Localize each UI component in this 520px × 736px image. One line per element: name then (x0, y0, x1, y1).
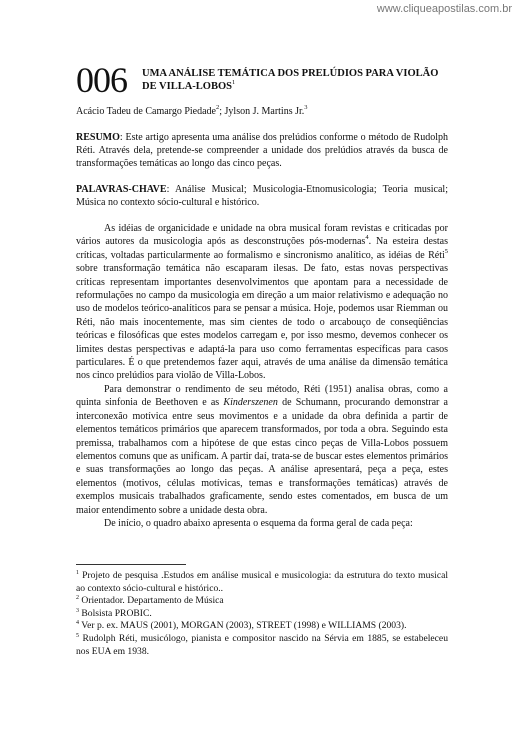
work-title: Kinderszenen (223, 397, 278, 409)
body-paragraph (76, 383, 448, 517)
paragraph-text: sobre transformação temática não escaparam ilesas. De fato, estas novas perspectivas críticas representam importantes desenvolvimentos que apontam para a necessidade de reformulações no campo da musicologia em direção a um maior relativismo e adequação no uso de modelos teórico-analíticos para se pensar a música. Hoje, podemos usar Riemman ou Réti, não mais inocentemente, mas sim cientes de todo o arcabouço de conseqüências teóricas e filosóficas que estes modelos carregam e, por isso mesmo, devemos conhecer os limites destas perspectivas e adaptá-la para uso como ferramentas específicas para casos particulares. É o que pretendemos fazer aqui, através de uma análise da dimensão temática nos cinco prelúdios para violão de Villa-Lobos. (76, 263, 448, 382)
abstract (76, 131, 448, 170)
footnote-number: 1 (76, 570, 79, 576)
paragraph-text: . Na esteira destas críticas, voltadas particularmente ao formalismo e sincronismo analítico, as idéias de Réti (76, 236, 448, 261)
paragraph-text: de Schumann, procurando demonstrar a interconexão motívica entre seus movimentos e a unidade da obra definida a partir de elementos temáticos primários que aparecem transformados, por toda a obra. Seguindo esta premissa, trabalhamos com a hipótese de que estas cinco peças de Villa-Lobos possuem elementos comuns que as unificam. A partir daí, trata-se de buscar estes elementos primários e suas transformações ao longo das peças. A análise apresentará, peça a peça, estes elementos (motivos, células motívicas, temas e transformações temáticas) através de exemplos musicais trabalhados graficamente, sendo estes comentados, em busca de um maior entendimento sobre a unidade desta obra. (76, 397, 448, 516)
keywords-label: PALAVRAS-CHAVE (76, 184, 167, 195)
footnote-item (76, 633, 448, 658)
footnote-text: Ver p. ex. MAUS (2001), MORGAN (2003), STREET (1998) e WILLIAMS (2003). (79, 620, 407, 632)
keywords (76, 183, 448, 209)
footnote-text: Orientador. Departamento de Música (79, 595, 224, 607)
author-separator: ; (219, 106, 225, 117)
article-header (76, 62, 448, 102)
footnote-number: 2 (76, 595, 79, 602)
footnote-ref-4[interactable]: 4 (365, 234, 369, 242)
footnote-number: 3 (76, 607, 79, 614)
abstract-label: RESUMO (76, 132, 120, 143)
author-name: Acácio Tadeu de Camargo Piedade (76, 106, 216, 117)
footnote-item (76, 595, 448, 608)
article-body (76, 222, 448, 530)
article-title (142, 67, 448, 93)
footnote-ref-3[interactable]: 3 (304, 104, 308, 111)
footnotes (76, 564, 448, 658)
footnote-item (76, 620, 448, 633)
footnote-text: Bolsista PROBIC. (79, 607, 152, 619)
site-watermark: www.cliqueapostilas.com.br (376, 3, 512, 15)
paragraph-text: Para demonstrar o rendimento de seu método, Réti (1951) analisa obras, como a quinta sinfonia de Beethoven e as (76, 383, 448, 409)
footnote-number: 5 (76, 632, 79, 639)
footnote-divider (76, 564, 186, 565)
author-name: Jylson J. Martins Jr. (224, 106, 305, 117)
footnote-text: Rudolph Réti, musicólogo, pianista e compositor nascido na Sérvia em 1885, se estabeleceu nos EUA em 1938. (76, 632, 448, 657)
title-text: UMA ANÁLISE TEMÁTICA DOS PRELÚDIOS PARA VIOLÃO DE VILLA-LOBOS (142, 68, 439, 92)
author-line (76, 105, 448, 118)
keywords-text: : Análise Musical; Musicologia-Etnomusicologia; Teoria musical; Música no contexto sócio-cultural e histórico. (76, 184, 448, 208)
footnote-ref-2[interactable]: 2 (216, 104, 220, 111)
body-paragraph (76, 517, 448, 530)
paragraph-text: As idéias de organicidade e unidade na obra musical foram revistas e criticadas por vários autores da musicologia após as desconstruções pós-modernas (76, 223, 448, 248)
footnote-ref-1[interactable]: 1 (231, 79, 236, 86)
footnote-text: Projeto de pesquisa .Estudos em análise musical e musicologia: da estrutura do texto musical ao contexto sócio-cultural e histórico.. (76, 570, 448, 594)
footnote-item (76, 608, 448, 621)
paragraph-text: De início, o quadro abaixo apresenta o esquema da forma geral de cada peça: (104, 517, 413, 529)
chapter-number: 006 (76, 60, 127, 100)
footnote-number: 4 (76, 620, 79, 627)
abstract-text: : Este artigo apresenta uma análise dos prelúdios conforme o método de Rudolph Réti. Através dela, pretende-se compreender a unidade dos prelúdios através da busca de transformações temáticas ao longo das cinco peças. (76, 132, 448, 169)
footnote-ref-5[interactable]: 5 (444, 247, 448, 255)
body-paragraph (76, 222, 448, 383)
article-page (76, 62, 448, 530)
footnote-item (76, 570, 448, 595)
